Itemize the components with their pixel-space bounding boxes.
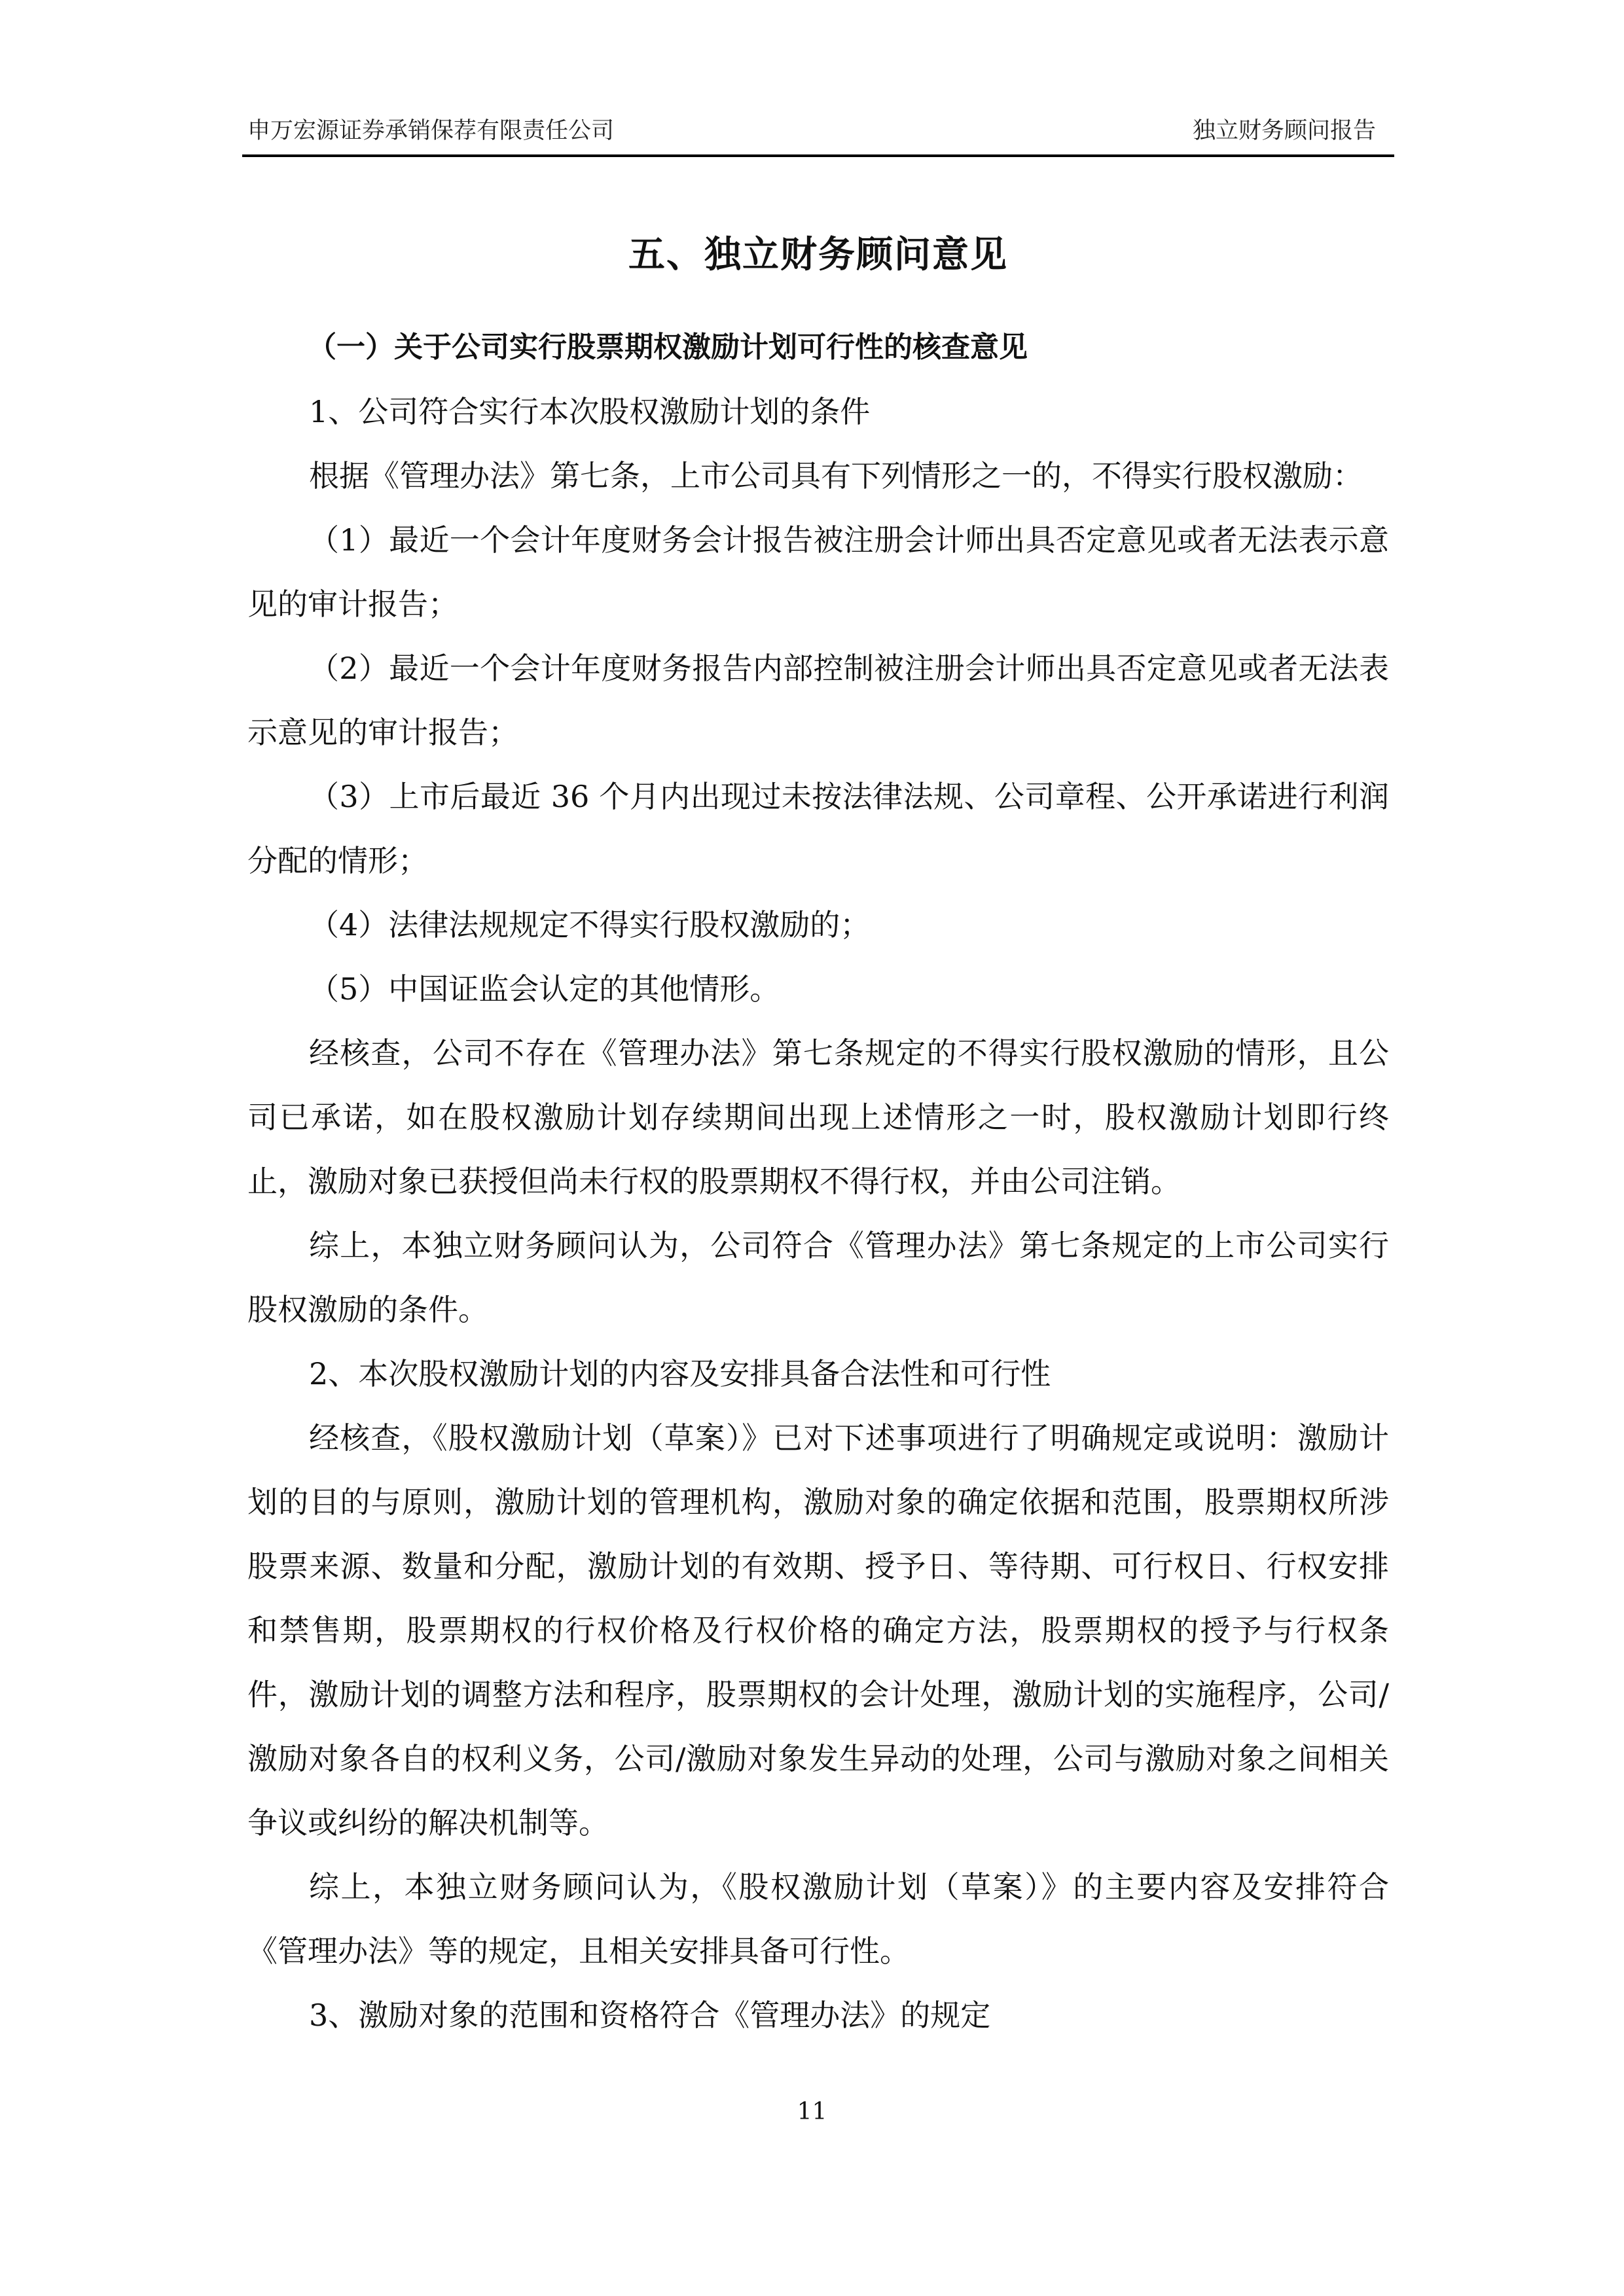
paragraph: 综上，本独立财务顾问认为，《股权激励计划（草案）》的主要内容及安排符合《管理办法》等的规定，且相关安排具备可行性。 bbox=[247, 1869, 1389, 1969]
list-item: （2）最近一个会计年度财务报告内部控制被注册会计师出具否定意见或者无法表示意见的审计报告； bbox=[247, 651, 1389, 750]
document-body bbox=[247, 196, 1389, 2047]
header-report-title: 独立财务顾问报告 bbox=[1192, 118, 1376, 144]
paragraph: 经核查，《股权激励计划（草案）》已对下述事项进行了明确规定或说明：激励计划的目的与原则，激励计划的管理机构，激励对象的确定依据和范围，股票期权所涉股票来源、数量和分配，激励计划的有效期、授予日、等待期、可行权日、行权安排和禁售期，股票期权的行权价格及行权价格的确定方法，股票期权的授予与行权条件，激励计划的调整方法和程序，股票期权的会计处理，激励计划的实施程序，公司/激励对象各自的权利义务，公司/激励对象发生异动的处理，公司与激励对象之间相关争议或纠纷的解决机制等。 bbox=[247, 1420, 1389, 1840]
page-number: 11 bbox=[797, 2098, 827, 2125]
item-heading-1: 1、公司符合实行本次股权激励计划的条件 bbox=[309, 394, 871, 429]
section-title: 五、独立财务顾问意见 bbox=[628, 233, 1008, 276]
list-item: （5）中国证监会认定的其他情形。 bbox=[309, 971, 780, 1007]
page-header bbox=[242, 110, 1394, 157]
list-item: （1）最近一个会计年度财务会计报告被注册会计师出具否定意见或者无法表示意见的审计报告； bbox=[247, 522, 1389, 622]
subsection-title: （一）关于公司实行股票期权激励计划可行性的核查意见 bbox=[308, 331, 1028, 364]
paragraph: 综上，本独立财务顾问认为，公司符合《管理办法》第七条规定的上市公司实行股权激励的条件。 bbox=[247, 1228, 1389, 1327]
paragraph: 根据《管理办法》第七条，上市公司具有下列情形之一的，不得实行股权激励： bbox=[309, 458, 1363, 493]
header-company-name: 申万宏源证券承销保荐有限责任公司 bbox=[247, 118, 615, 144]
list-item: （4）法律法规规定不得实行股权激励的； bbox=[309, 907, 871, 942]
item-heading-3: 3、激励对象的范围和资格符合《管理办法》的规定 bbox=[309, 1998, 991, 2033]
paragraph: 经核查，公司不存在《管理办法》第七条规定的不得实行股权激励的情形，且公司已承诺，如在股权激励计划存续期间出现上述情形之一时，股权激励计划即行终止，激励对象已获授但尚未行权的股票期权不得行权，并由公司注销。 bbox=[247, 1035, 1389, 1199]
list-item: （3）上市后最近 36 个月内出现过未按法律法规、公司章程、公开承诺进行利润分配的情形； bbox=[247, 779, 1389, 878]
item-heading-2: 2、本次股权激励计划的内容及安排具备合法性和可行性 bbox=[309, 1356, 1051, 1391]
